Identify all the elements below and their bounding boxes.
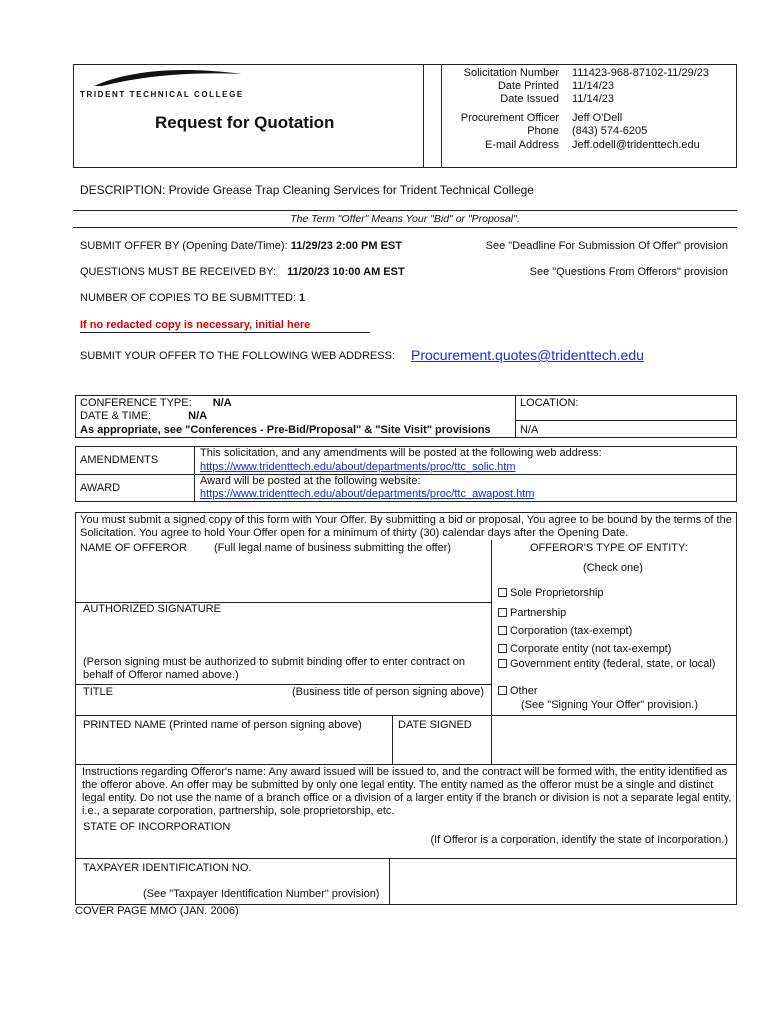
- date-issued-value: 11/14/23: [572, 93, 615, 105]
- signature-label: AUTHORIZED SIGNATURE: [83, 603, 221, 615]
- entity-option-label: Corporation (tax-exempt): [510, 625, 633, 637]
- award-url[interactable]: https://www.tridenttech.edu/about/departments/proc/ttc_awapost.htm: [200, 488, 535, 500]
- header-divider: [441, 64, 442, 168]
- conference-rule: [515, 420, 737, 421]
- footer-form-id: COVER PAGE MMO (JAN. 2006): [75, 905, 239, 917]
- entity-label: OFFEROR'S TYPE OF ENTITY:: [530, 542, 688, 554]
- entity-option-corp-nonexempt[interactable]: [498, 643, 671, 656]
- entity-option-label: Corporate entity (not tax-exempt): [510, 643, 672, 655]
- header-divider: [423, 64, 424, 168]
- checkbox[interactable]: [498, 659, 507, 668]
- checkbox[interactable]: [498, 686, 507, 695]
- date-printed-label: Date Printed: [497, 80, 559, 92]
- entity-option-label: Government entity (federal, state, or local): [510, 658, 716, 670]
- name-of-offeror: [80, 542, 451, 555]
- org-name: TRIDENT TECHNICAL COLLEGE: [80, 90, 244, 99]
- web-address-link[interactable]: [411, 347, 644, 363]
- conference-type-label: CONFERENCE TYPE:: [80, 397, 192, 409]
- printed-name-field[interactable]: [78, 734, 388, 762]
- copies: [80, 292, 305, 305]
- form-title: Request for Quotation: [155, 113, 335, 132]
- state-hint: (If Offeror is a corporation, identify the state of Incorporation.): [430, 834, 728, 846]
- entity-option-government[interactable]: [498, 658, 715, 671]
- email-label: E-mail Address: [485, 139, 559, 151]
- submit-by-note: See "Deadline For Submission Of Offer" provision: [485, 240, 728, 252]
- conference-divider: [515, 395, 516, 438]
- procurement-officer-value: Jeff O'Dell: [572, 112, 623, 124]
- conference-type: [80, 397, 232, 410]
- offeror-intro: You must submit a signed copy of this form with Your Offer. By submitting a bid or proposal, You agree to be bound by the terms of the Solicitation. You agree to hold Your Offer open for a minimum of thirty (30) calendar days after the Opening Date.: [80, 514, 732, 539]
- amendments-label: AMENDMENTS: [80, 454, 159, 466]
- submit-by-value: 11/29/23 2:00 PM EST: [290, 240, 402, 252]
- entity-option-corp-exempt[interactable]: [498, 625, 632, 638]
- description: DESCRIPTION: Provide Grease Trap Cleaning Services for Trident Technical College: [80, 183, 534, 197]
- term-note: The Term "Offer" Means Your "Bid" or "Proposal".: [290, 213, 520, 225]
- entity-other-note: (See "Signing Your Offer" provision.): [521, 699, 698, 711]
- checkbox[interactable]: [498, 626, 507, 635]
- location-label: LOCATION:: [520, 397, 579, 409]
- date-signed-label: DATE SIGNED: [398, 719, 472, 731]
- entity-option-other[interactable]: [498, 685, 538, 698]
- state-field[interactable]: [78, 835, 378, 855]
- offeror-divider: [491, 540, 492, 764]
- web-label: SUBMIT YOUR OFFER TO THE FOLLOWING WEB ADDRESS:: [80, 350, 395, 362]
- submit-by-label: SUBMIT OFFER BY (Opening Date/Time):: [80, 240, 288, 252]
- printed-name-label: PRINTED NAME (Printed name of person signing above): [83, 719, 362, 731]
- checkbox[interactable]: [498, 588, 507, 597]
- trident-logo: [90, 66, 250, 90]
- checkbox[interactable]: [498, 644, 507, 653]
- copies-label: NUMBER OF COPIES TO BE SUBMITTED:: [80, 292, 296, 304]
- signature-field[interactable]: [78, 618, 488, 654]
- tin-label: TAXPAYER IDENTIFICATION NO.: [83, 862, 252, 874]
- entity-option-label: Other: [510, 685, 538, 697]
- tin-field[interactable]: [78, 875, 384, 887]
- questions-by: [80, 266, 405, 279]
- title-label: TITLE: [83, 686, 113, 698]
- rule: [73, 227, 737, 228]
- procurement-officer-label: Procurement Officer: [460, 112, 559, 124]
- solicitation-number-value: 111423-968-87102-11/29/23: [572, 67, 710, 79]
- conference-type-value: N/A: [212, 397, 232, 409]
- copies-value: 1: [299, 292, 306, 304]
- date-printed-value: 11/14/23: [572, 80, 615, 92]
- conference-note: As appropriate, see "Conferences - Pre-Bid/Proposal" & "Site Visit" provisions: [80, 424, 491, 436]
- amendments-text: This solicitation, and any amendments will be posted at the following web address:: [200, 447, 602, 459]
- solicitation-number-label: Solicitation Number: [463, 67, 559, 79]
- rule: [75, 684, 491, 685]
- phone-label: Phone: [527, 125, 559, 137]
- rule: [75, 764, 737, 765]
- amendments-url[interactable]: https://www.tridenttech.edu/about/departments/proc/ttc_solic.htm: [200, 461, 516, 473]
- date-signed-field[interactable]: [395, 734, 489, 762]
- state-label: STATE OF INCORPORATION: [83, 821, 231, 833]
- phone-value: (843) 574-6205: [572, 125, 648, 137]
- date-issued-label: Date Issued: [500, 93, 559, 105]
- checkbox[interactable]: [498, 608, 507, 617]
- title-hint: (Business title of person signing above): [292, 686, 484, 698]
- questions-note: See "Questions From Offerors" provision: [529, 266, 728, 278]
- web-address[interactable]: Procurement.quotes@tridenttech.edu: [411, 347, 644, 363]
- entity-hint: (Check one): [583, 562, 643, 574]
- conference-date-value: N/A: [188, 410, 208, 422]
- conference-date: [80, 410, 207, 423]
- title-field[interactable]: [78, 699, 488, 713]
- entity-option-label: Sole Proprietorship: [510, 587, 604, 599]
- conference-date-label: DATE & TIME:: [80, 410, 152, 422]
- tin-hint: (See "Taxpayer Identification Number" provision): [143, 888, 380, 900]
- rule: [73, 210, 737, 211]
- questions-label: QUESTIONS MUST BE RECEIVED BY:: [80, 266, 277, 278]
- printed-divider: [392, 715, 393, 764]
- email-value[interactable]: Jeff.odell@tridenttech.edu: [572, 139, 700, 151]
- submit-by: [80, 240, 402, 253]
- signature-note: (Person signing must be authorized to submit binding offer to enter contract on behalf of Offeror named above.): [83, 656, 465, 681]
- award-text: Award will be posted at the following website:: [200, 475, 421, 487]
- location-value: N/A: [520, 424, 539, 436]
- tin-divider: [389, 858, 390, 905]
- name-hint: (Full legal name of business submitting the offer): [214, 542, 452, 554]
- award-label: AWARD: [80, 482, 121, 494]
- rule: [75, 715, 737, 716]
- offeror-instructions: Instructions regarding Offeror's name: Any award issued will be issued to, and the contract will be formed with, the entity identified as the offeror above. An offer may be submitted by only one legal entity. The entity named as the offeror must be a single and distinct legal entity. Do not use the name of a branch office or a division of a larger entity if the branch or division is not a separate legal entity, i.e., a separate corporation, partnership, sole proprietorship, etc.: [82, 766, 732, 817]
- entity-option-sole[interactable]: [498, 587, 604, 600]
- entity-option-partnership[interactable]: [498, 607, 566, 620]
- entity-option-label: Partnership: [510, 607, 567, 619]
- offeror-name-field[interactable]: [78, 556, 488, 600]
- rule: [75, 858, 737, 859]
- redacted-note[interactable]: If no redacted copy is necessary, initial here: [80, 319, 370, 333]
- questions-value: 11/20/23 10:00 AM EST: [287, 266, 405, 278]
- name-label: NAME OF OFFEROR: [80, 542, 187, 554]
